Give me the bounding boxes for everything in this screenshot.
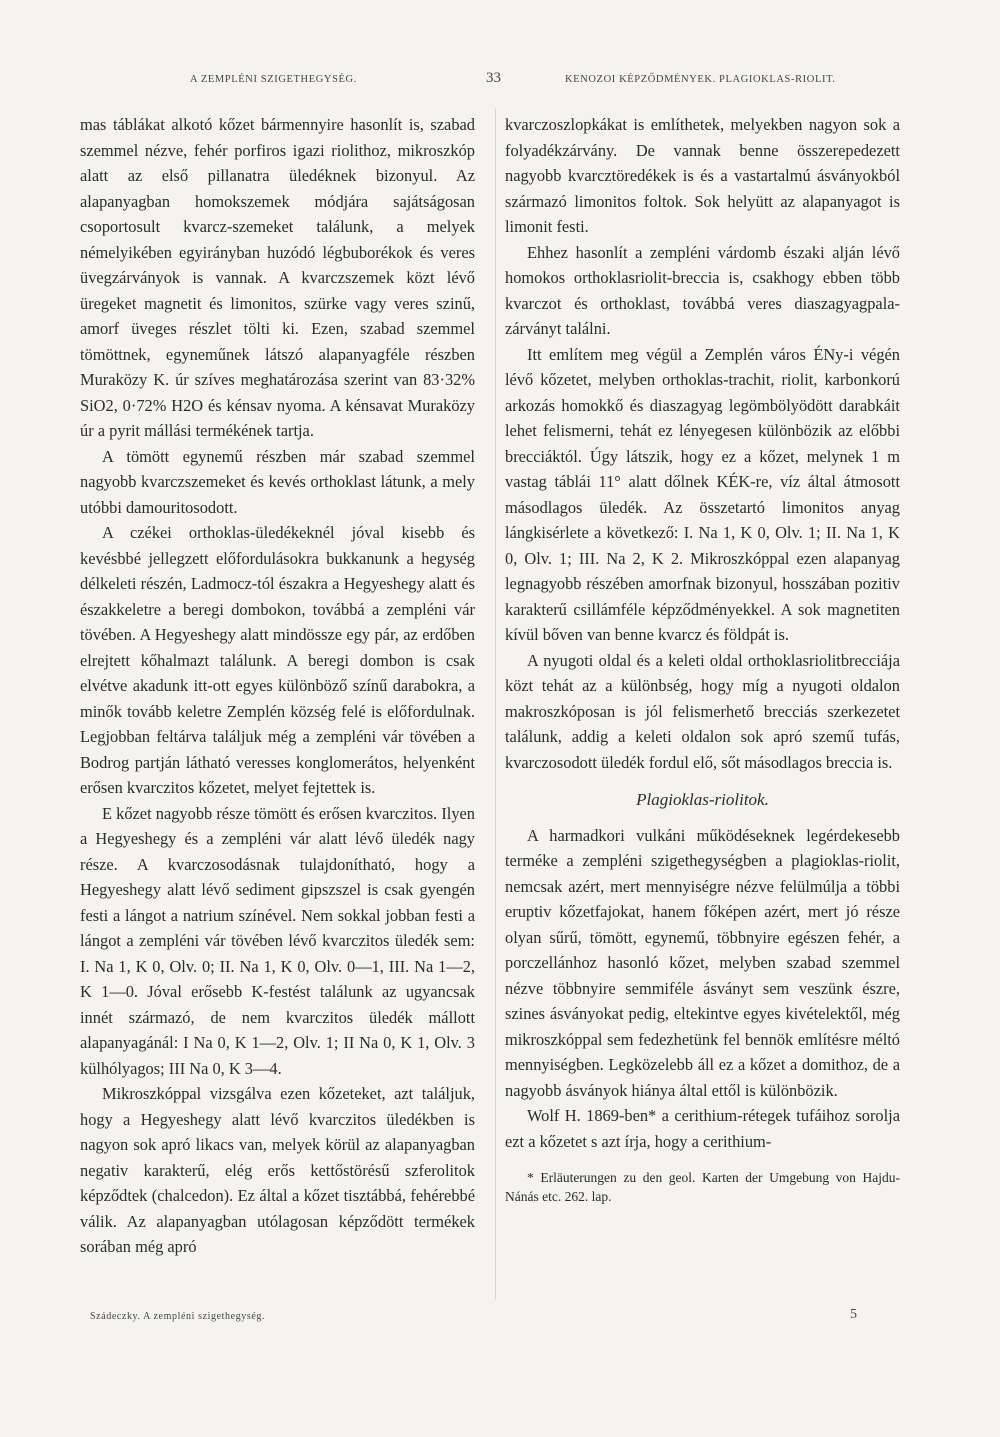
paragraph: kvarczoszlopkákat is említhetek, melyekben nagyon sok a folyadékzárvány. De vannak benne összerepedezett nagyobb kvarcztöredékek is és a vastartalmú ásványokból származó limonitos foltok. Sok helyütt az alapanyagot is limonit festi.: [505, 115, 900, 236]
right-column: [505, 112, 900, 1206]
section-heading: Plagioklas-riolitok.: [636, 790, 769, 809]
paragraph: A tömött egynemű részben már szabad szemmel nagyobb kvarczszemeket és kevés orthoklast látunk, a mely utóbbi damouritosodott.: [80, 446, 475, 517]
footer-signature: Szádeczky. A zempléni szigethegység.: [90, 1311, 266, 1322]
header-page-number: 33: [486, 70, 501, 86]
column-divider: [495, 108, 496, 1300]
left-column: [80, 112, 475, 1260]
paragraph: E kőzet nagyobb része tömött és erősen kvarczitos. Ilyen a Hegyeshegy és a zempléni vár alatt lévő üledék nagy része. A kvarczosodásnak tulajdonítható, hogy a Hegyeshegy alatt lévő sediment gipszszel is csak gyengén festi a lángot a natrium színével. Nem sokkal jobban festi a lángot a zempléni vár tövében lévő kvarczitos üledék sem: I. Na 1, K 0, Olv. 0; II. Na 1, K 0, Olv. 0—1, III. Na 1—2, K 1—0. Jóval erősebb K-festést találunk az ugyancsak innét származó, de nem kvarczitos üledék mállott alapanyagánál: I Na 0, K 1—2, Olv. 1; II Na 0, K 1, Olv. 3 külhólyagos; III Na 0, K 3—4.: [80, 803, 475, 1078]
paragraph: A nyugoti oldal és a keleti oldal orthoklasriolitbrecciája közt tehát az a különbség, hogy míg a nyugoti oldalon makroszkóposan is jól felismerhető brecciás szerkezetet találunk, addig a keleti oldalon sok apró szemű tufás, kvarczosodott üledék fordul elő, sőt másodlagos breccia is.: [505, 650, 900, 772]
footnote: * Erläuterungen zu den geol. Karten der Umgebung von Hajdu-Nánás etc. 262. lap.: [505, 1170, 900, 1204]
paragraph: Wolf H. 1869-ben* a cerithium-rétegek tufáihoz sorolja ezt a kőzetet s azt írja, hogy a cerithium-: [505, 1106, 900, 1151]
paragraph: Mikroszkóppal vizsgálva ezen kőzeteket, azt találjuk, hogy a Hegyeshegy alatt lévő kvarczitos üledékben is nagyon sok apró likacs van, melyek körül az alapanyagban negativ karakterű, elég erős kettőstörésű szferolitok képződtek (chalcedon). Ez által a kőzet tisztábbá, fehérebbé válik. Az alapanyagban utólagosan képződött termékek sorában még apró: [80, 1084, 475, 1256]
paragraph: A czékei orthoklas-üledékeknél jóval kisebb és kevésbbé jellegzett előfordulásokra bukkanunk a hegység délkeleti részén, Ladmocz-tól északra a Hegyeshegy alatt és északkeletre a beregi dombokon, továbbá a zempléni vár tövében. A Hegyeshegy alatt mindössze egy pár, az erdőben elrejtett kőhalmazt találunk. A beregi dombon is csak elvétve akadunk itt-ott egyes különböző színű darabokra, a minők tovább keletre Zemplén község felé is előfordulnak. Legjobban feltárva találjuk még a zempléni vár tövében a Bodrog partján látható veresses konglomerátos, helyenként erősen kvarczitos kőzetet, melyet fejtettek is.: [80, 523, 475, 797]
paragraph: Ehhez hasonlít a zempléni várdomb északi alján lévő homokos orthoklasriolit-breccia is, csakhogy ebben több kvarczot és orthoklast, továbbá veres diaszagyagpala-zárványt találni.: [505, 242, 900, 338]
running-header: [0, 70, 1000, 94]
header-left-title: A ZEMPLÉNI SZIGETHEGYSÉG.: [190, 74, 357, 85]
header-right-title: KENOZOI KÉPZŐDMÉNYEK. PLAGIOKLAS-RIOLIT.: [565, 74, 836, 85]
footer-page-number: 5: [850, 1307, 857, 1322]
paragraph: A harmadkori vulkáni működéseknek legérdekesebb terméke a zempléni szigethegységben a plagioklas-riolit, nemcsak azért, mert mennyiségre nézve felülmúlja a többi eruptiv kőzetfajokat, hanem főképen azért, mert jó része olyan sűrű, tömött, egynemű, többnyire egészen fehér, a porczellánhoz hasonló kőzet, melyben szabad szemmel nézve többnyire semmiféle ásványt sem veszünk észre, szines ásványokat pedig, eltekintve egyes kivételektől, még mikroszkóppal sem fedezhetünk fel bennök említésre méltó mennyiségben. Legközelebb áll ez a kőzet a domithoz, de a nagyobb ásványok hiánya által ettől is különbözik.: [505, 825, 900, 1100]
paragraph: mas táblákat alkotó kőzet bármennyire hasonlít is, szabad szemmel nézve, fehér porfiros igazi riolithoz, mikroszkóp alatt az első pillanatra üledéknek bizonyul. Az alapanyagban homokszemek módjára sajátságosan csoportosult kvarcz-szemeket találunk, a melyek némelyikében egyirányban huzódó légbuborékok és veres üvegzárványok is vannak. A kvarczszemek közt lévő üregeket magnetit és limonitos, szürke vagy veres szinű, amorf üveges részlet tölti ki. Ezen, szabad szemmel tömöttnek, egyneműnek látszó alapanyagféle részben Muraközy K. úr szíves meghatározása szerint van 83·32% SiO2, 0·72% H2O és kénsav nyoma. A kénsavat Muraközy úr a pyrit mállási termékének tartja.: [80, 115, 475, 440]
paragraph: Itt említem meg végül a Zemplén város ÉNy-i végén lévő kőzetet, melyben orthoklas-trachit, riolit, karbonkorú arkozás homokkő és diaszagyag legömbölyödött darabkáit lehet felismerni, tehát ez lényegesen különbözik az előbbi brecciáktól. Úgy látszik, hogy ez a kőzet, melynek 1 m vastag táblái 11° alatt dőlnek KÉK-re, víz által átmosott másodlagos üledék. Az összetartó limonitos anyag lángkisérlete a következő: I. Na 1, K 0, Olv. 1; II. Na 1, K 0, Olv. 1; III. Na 2, K 2. Mikroszkóppal ezen alapanyag legnagyobb részében amorfnak bizonyul, hosszában pozitiv karakterű csillámféle képződményekkel. A sok magnetiten kívül bőven van benne kvarcz és földpát is.: [505, 344, 900, 644]
